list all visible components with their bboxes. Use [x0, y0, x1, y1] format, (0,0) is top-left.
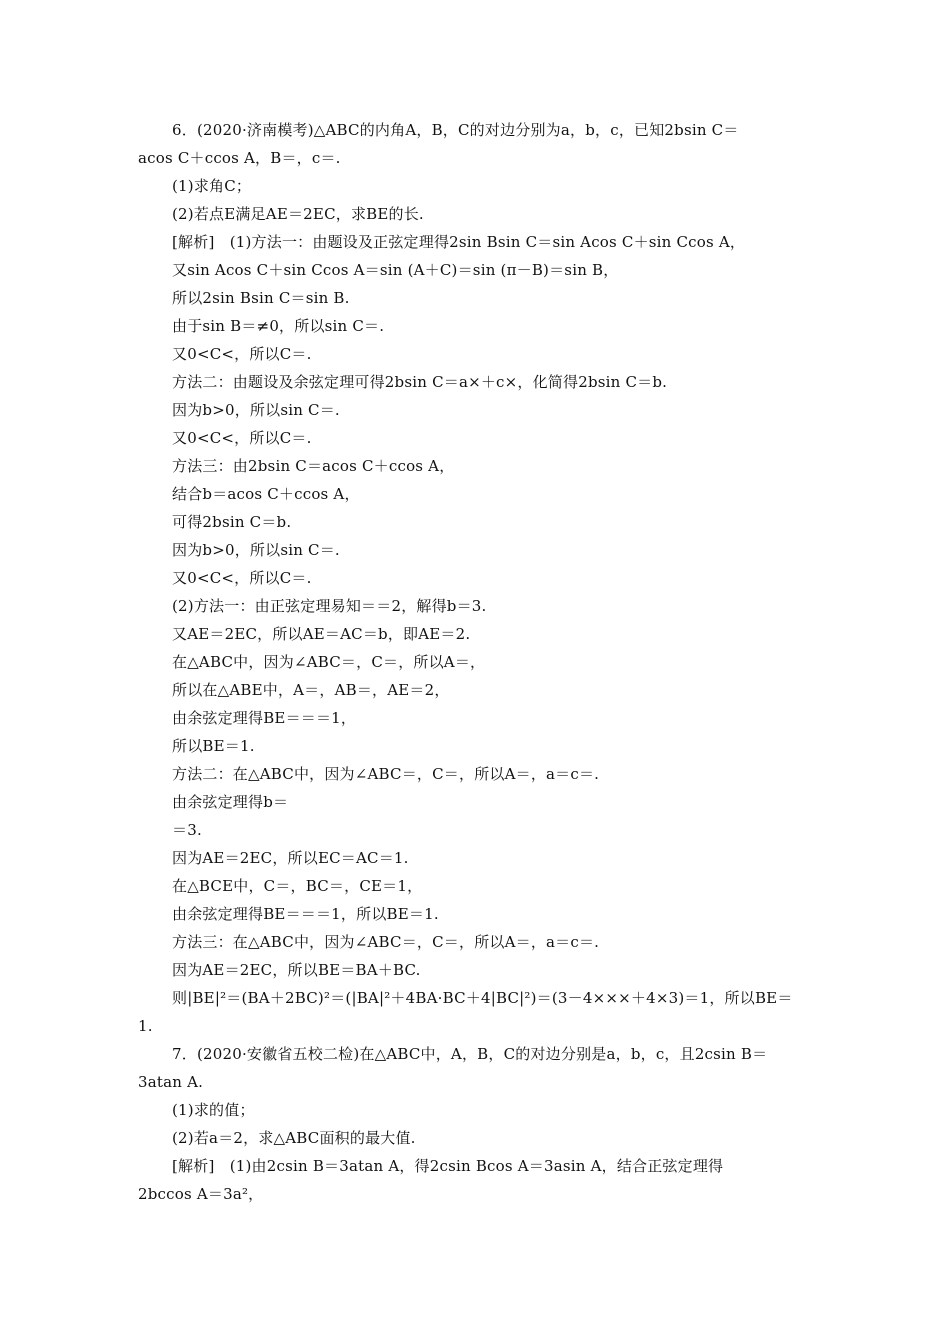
text-line: 又AE＝2EC，所以AE＝AC＝b，即AE＝2. — [172, 625, 471, 643]
text-line: 7．(2020·安徽省五校二检)在△ABC中，A，B，C的对边分别是a，b，c，且2csin B＝ — [172, 1045, 768, 1063]
text-line: [解析] (1)由2csin B＝3atan A，得2csin Bcos A＝3asin A，结合正弦定理得 — [172, 1157, 724, 1175]
text-line: 由余弦定理得BE＝＝＝1， — [172, 709, 357, 727]
text-line: 由余弦定理得b＝ — [172, 793, 289, 811]
text-line: 可得2bsin C＝b. — [172, 513, 292, 531]
text-line: [解析] (1)方法一：由题设及正弦定理得2sin Bsin C＝sin Acos C＋sin Ccos A， — [172, 233, 746, 251]
text-line: 又sin Acos C＋sin Ccos A＝sin (A＋C)＝sin (π－B)＝sin B， — [172, 261, 619, 279]
text-line: 又0<C<，所以C＝. — [172, 569, 312, 587]
text-line: 在△BCE中，C＝，BC＝，CE＝1， — [172, 877, 423, 895]
text-line: 因为b>0，所以sin C＝. — [172, 541, 340, 559]
text-line: 方法二：在△ABC中，因为∠ABC＝，C＝，所以A＝，a＝c＝. — [172, 765, 600, 783]
text-line: 所以在△ABE中，A＝，AB＝，AE＝2， — [172, 681, 450, 699]
text-line: 又0<C<，所以C＝. — [172, 345, 312, 363]
text-line: 又0<C<，所以C＝. — [172, 429, 312, 447]
text-line: 则|BE|²＝(BA＋2BC)²＝(|BA|²＋4BA·BC＋4|BC|²)＝(3－4×××＋4×3)＝1，所以BE＝ — [172, 989, 793, 1007]
text-line: (2)若点E满足AE＝2EC，求BE的长. — [172, 205, 424, 223]
text-line: 6．(2020·济南模考)△ABC的内角A，B，C的对边分别为a，b，c，已知2bsin C＝ — [172, 121, 739, 139]
text-line: 因为b>0，所以sin C＝. — [172, 401, 340, 419]
text-line: 所以2sin Bsin C＝sin B. — [172, 289, 350, 307]
text-line: (1)求的值； — [172, 1101, 255, 1119]
text-line: 因为AE＝2EC，所以EC＝AC＝1. — [172, 849, 409, 867]
text-line: (2)方法一：由正弦定理易知＝＝2，解得b＝3. — [172, 597, 487, 615]
text-line: 方法三：在△ABC中，因为∠ABC＝，C＝，所以A＝，a＝c＝. — [172, 933, 600, 951]
text-line: 在△ABC中，因为∠ABC＝，C＝，所以A＝， — [172, 653, 486, 671]
text-line: 结合b＝acos C＋ccos A， — [172, 485, 360, 503]
text-line: 由余弦定理得BE＝＝＝1，所以BE＝1. — [172, 905, 439, 923]
text-line: ＝3. — [172, 821, 202, 839]
text-line: 所以BE＝1. — [172, 737, 255, 755]
text-line: 方法三：由2bsin C＝acos C＋ccos A， — [172, 457, 455, 475]
text-line: 因为AE＝2EC，所以BE＝BA＋BC. — [172, 961, 421, 979]
text-line: 2bccos A＝3a²， — [138, 1185, 264, 1203]
text-line: 3atan A. — [138, 1073, 204, 1091]
text-line: (2)若a＝2，求△ABC面积的最大值. — [172, 1129, 416, 1147]
text-line: 方法二：由题设及余弦定理可得2bsin C＝a×＋c×，化简得2bsin C＝b. — [172, 373, 668, 391]
text-line: (1)求角C； — [172, 177, 252, 195]
text-line: 1. — [138, 1017, 153, 1035]
text-line: acos C＋ccos A，B＝，c＝. — [138, 149, 341, 167]
text-line: 由于sin B＝≠0，所以sin C＝. — [172, 317, 385, 335]
